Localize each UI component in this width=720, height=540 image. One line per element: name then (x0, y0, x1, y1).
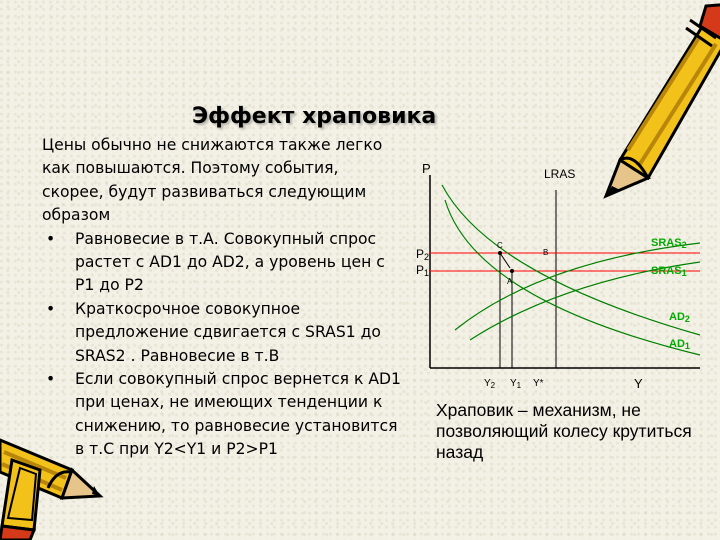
slide-title: Эффект храповика (192, 104, 437, 129)
point-c-label: C (497, 241, 503, 250)
point-a-marker (510, 269, 514, 273)
bullet-item: • Равновесие в т.А. Совокупный спрос растет с AD1 до AD2, а уровень цен с P1 до P2 (42, 228, 402, 298)
axis-y-label: P (422, 161, 431, 176)
ad2-label: AD2 (669, 311, 690, 324)
pencil-icon (606, 4, 720, 196)
body-text (42, 134, 402, 462)
intro-paragraph: Цены обычно не снижаются также легко как повышаются. Поэтому события, скорее, будут развиваться следующим образом (42, 136, 383, 225)
y2-label: $Y_2$ (484, 378, 496, 390)
y1-label: $Y_1$ (510, 378, 522, 390)
point-b-label: B (543, 248, 549, 257)
c-to-a-arrow (500, 253, 510, 268)
sras1-label: SRAS1 (651, 265, 687, 278)
ad1-label: AD1 (669, 338, 690, 351)
ratchet-caption: Храповик – механизм, не позволяющий колесу крутиться назад (436, 400, 692, 462)
p1-label: P1 (416, 263, 430, 278)
bullet-list (42, 228, 402, 462)
bullet-item: • Краткосрочное совокупное предложение сдвигается с SRAS1 до SRAS2 . Равновесие в т.B (42, 298, 402, 368)
ystar-label: Y* (533, 378, 544, 389)
sras2-label: SRAS2 (651, 237, 687, 250)
ratchet-diagram (416, 161, 700, 391)
point-a-label: A (507, 277, 513, 286)
p2-label: P2 (416, 247, 430, 262)
axis-x-label: Y (634, 376, 643, 391)
lras-label: LRAS (544, 167, 576, 181)
bullet-item: • Если совокупный спрос вернется к AD1 при ценах, не имеющих тенденции к снижению, то равновесие установится в т.C при Y2<Y1 и P2>P1 (42, 368, 402, 462)
sras2-curve (455, 243, 700, 330)
